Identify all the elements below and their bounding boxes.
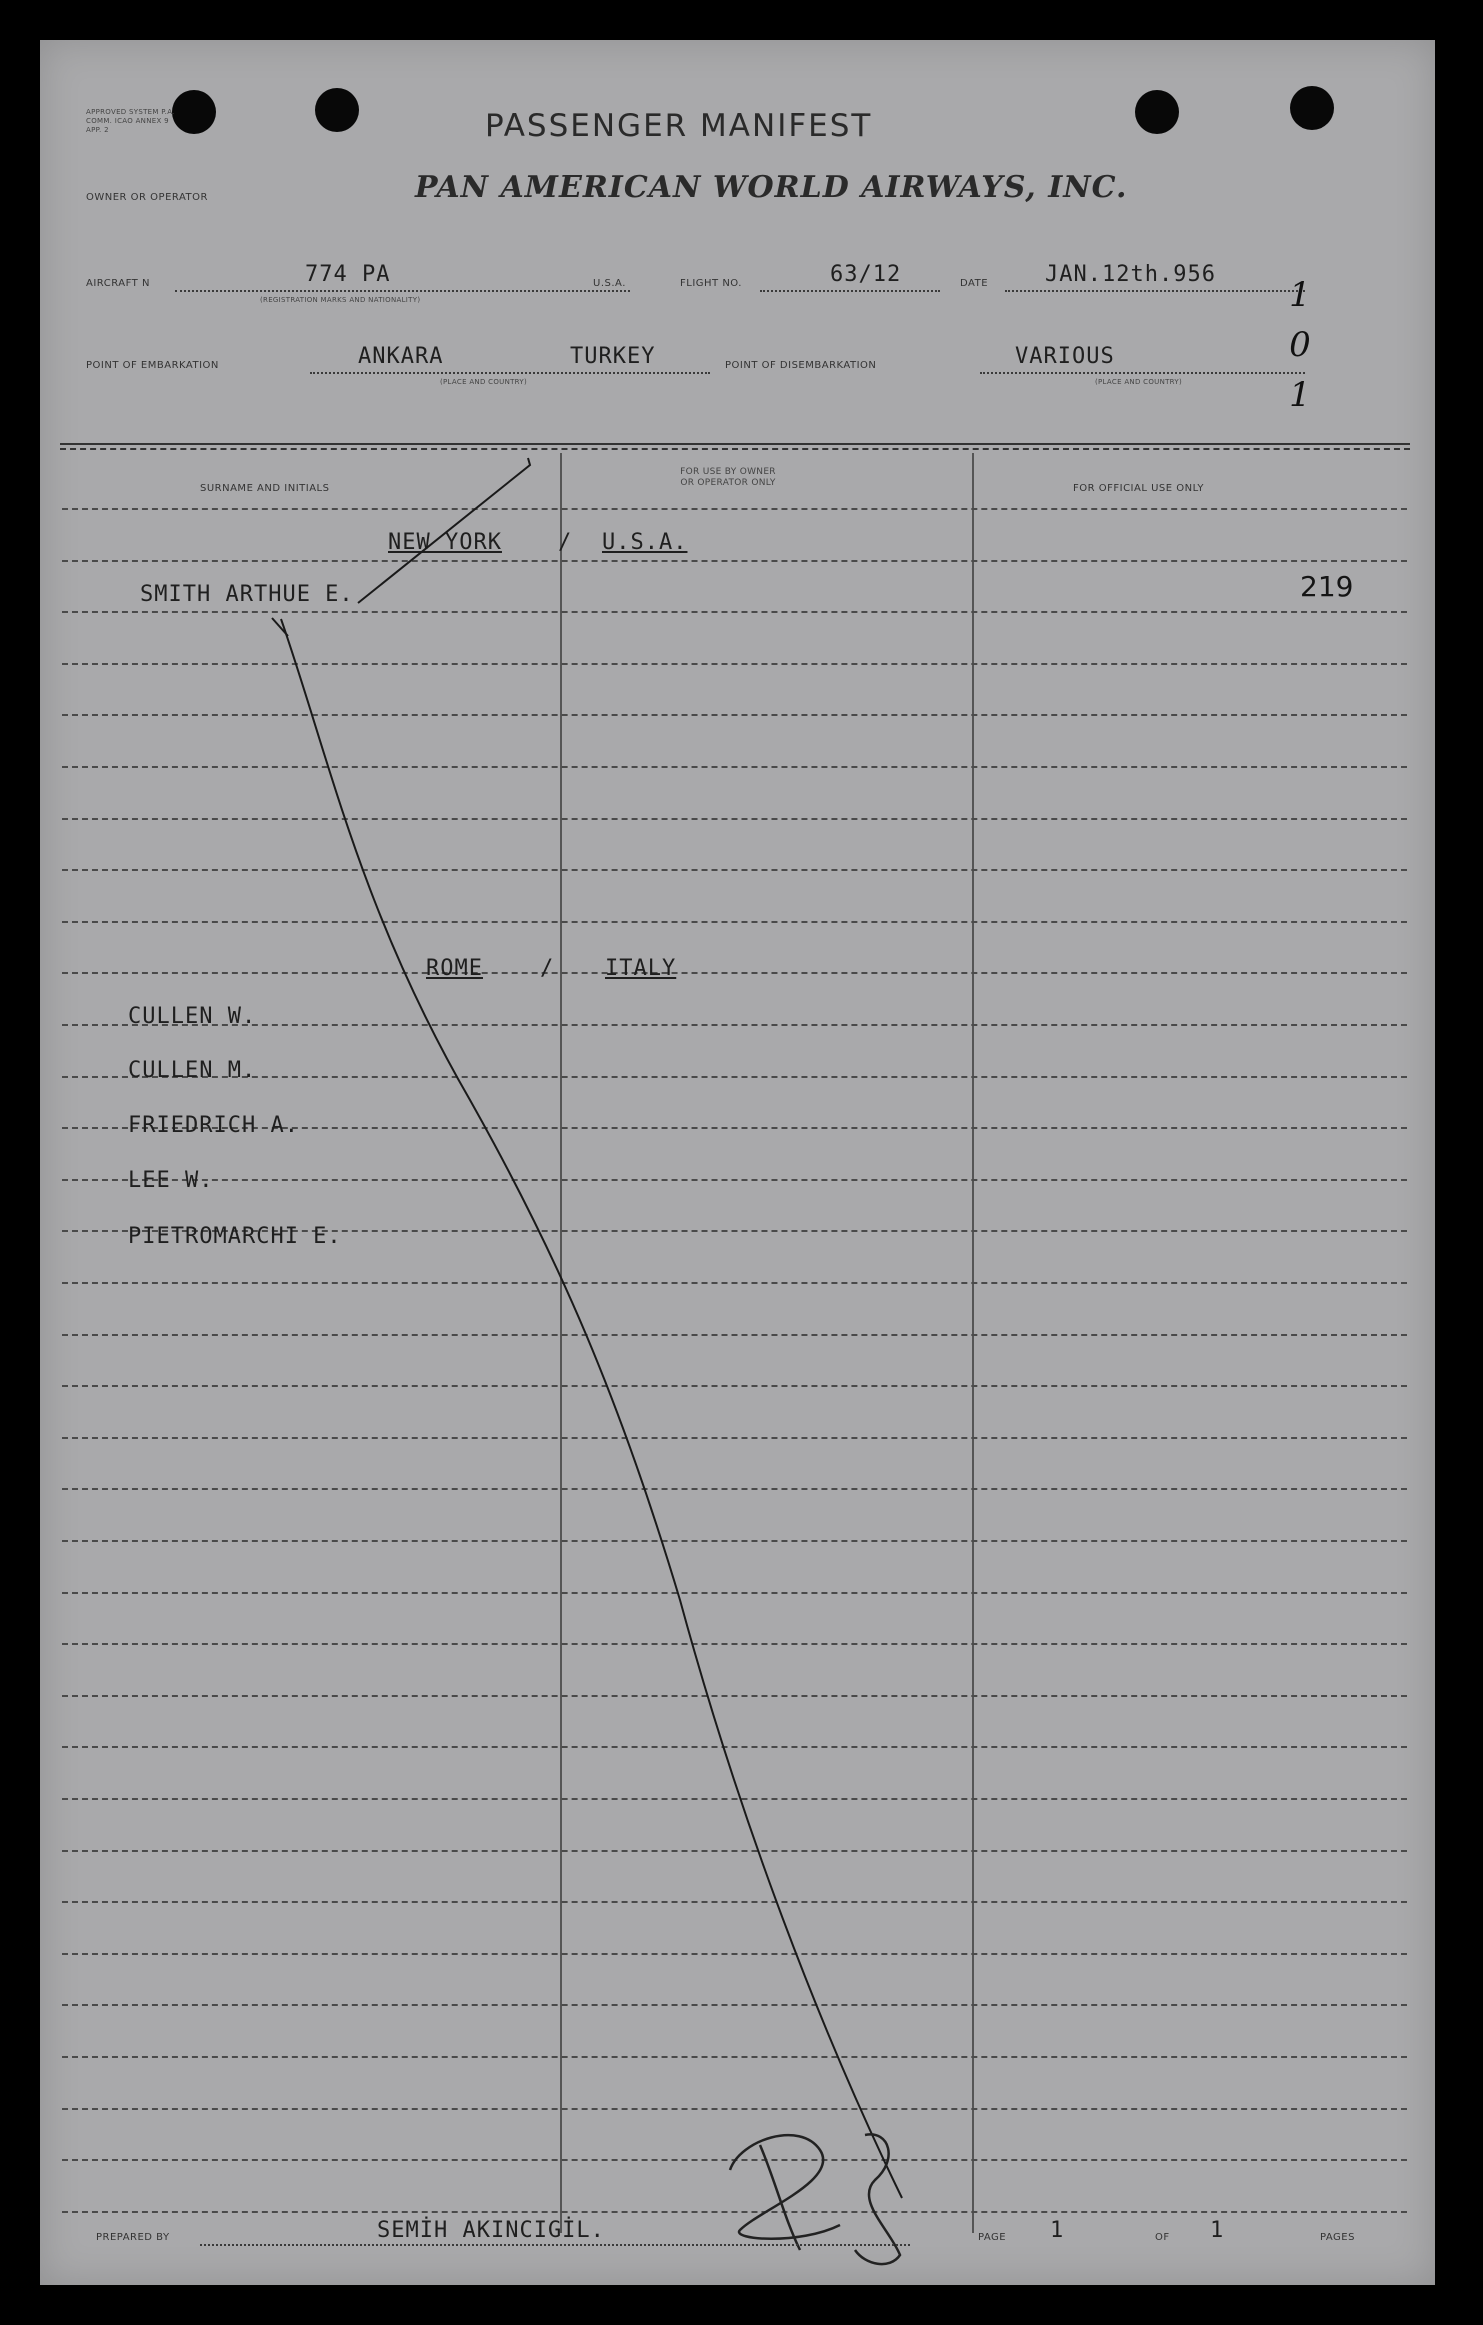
place-caption: (PLACE AND COUNTRY) — [440, 378, 528, 386]
flight-value: 63/12 — [830, 262, 902, 287]
destination-country: U.S.A. — [602, 530, 688, 555]
col-header-surname: SURNAME AND INITIALS — [200, 483, 330, 494]
embark-country: TURKEY — [570, 344, 656, 369]
page-value: 1 — [1050, 2218, 1065, 2243]
manifest-sheet — [40, 40, 1435, 2285]
embark-label: POINT OF EMBARKATION — [86, 360, 219, 371]
pages-label: PAGES — [1320, 2232, 1355, 2243]
passenger-name: PIETROMARCHI E. — [128, 1224, 342, 1249]
destination-separator: / — [558, 530, 573, 555]
margin-marks: 1 0 1 — [1289, 275, 1311, 415]
registration-caption: (REGISTRATION MARKS AND NATIONALITY) — [260, 296, 421, 304]
of-value: 1 — [1210, 2218, 1225, 2243]
aircraft-label: AIRCRAFT N — [86, 278, 150, 289]
disembark-label: POINT OF DISEMBARKATION — [725, 360, 877, 371]
owner-value: PAN AMERICAN WORLD AIRWAYS, INC. — [415, 170, 1128, 205]
prepared-value: SEMİH AKINCIGİL. — [377, 2218, 605, 2243]
passenger-name: LEE W. — [128, 1168, 214, 1193]
passenger-name: SMITH ARTHUE E. — [140, 582, 354, 607]
place-caption: (PLACE AND COUNTRY) — [1095, 378, 1183, 386]
destination-separator: / — [540, 956, 555, 981]
destination-city: NEW YORK — [388, 530, 502, 555]
passenger-name: CULLEN M. — [128, 1058, 257, 1083]
pen-strokes — [40, 40, 1435, 2285]
destination-city: ROME — [426, 956, 483, 981]
of-label: OF — [1155, 2232, 1170, 2243]
passenger-name: CULLEN W. — [128, 1004, 257, 1029]
passenger-name: FRIEDRICH A. — [128, 1113, 299, 1138]
page-label: PAGE — [978, 2232, 1007, 2243]
date-label: DATE — [960, 278, 989, 289]
country-label: U.S.A. — [593, 278, 626, 289]
approval-note: APPROVED SYSTEM P.A. COMM. ICAO ANNEX 9 APP. 2 — [86, 108, 175, 134]
disembark-value: VARIOUS — [1015, 344, 1115, 369]
flight-label: FLIGHT NO. — [680, 278, 742, 289]
prepared-label: PREPARED BY — [96, 2232, 170, 2243]
owner-label: OWNER OR OPERATOR — [86, 192, 208, 203]
form-title: PASSENGER MANIFEST — [485, 108, 873, 144]
official-number: 219 — [1300, 570, 1354, 603]
embark-city: ANKARA — [358, 344, 444, 369]
date-value: JAN.12th.956 — [1045, 262, 1216, 287]
aircraft-value: 774 PA — [305, 262, 391, 287]
col-header-official: FOR OFFICIAL USE ONLY — [1073, 483, 1204, 494]
destination-country: ITALY — [605, 956, 677, 981]
col-header-operator: FOR USE BY OWNER OR OPERATOR ONLY — [680, 467, 776, 488]
